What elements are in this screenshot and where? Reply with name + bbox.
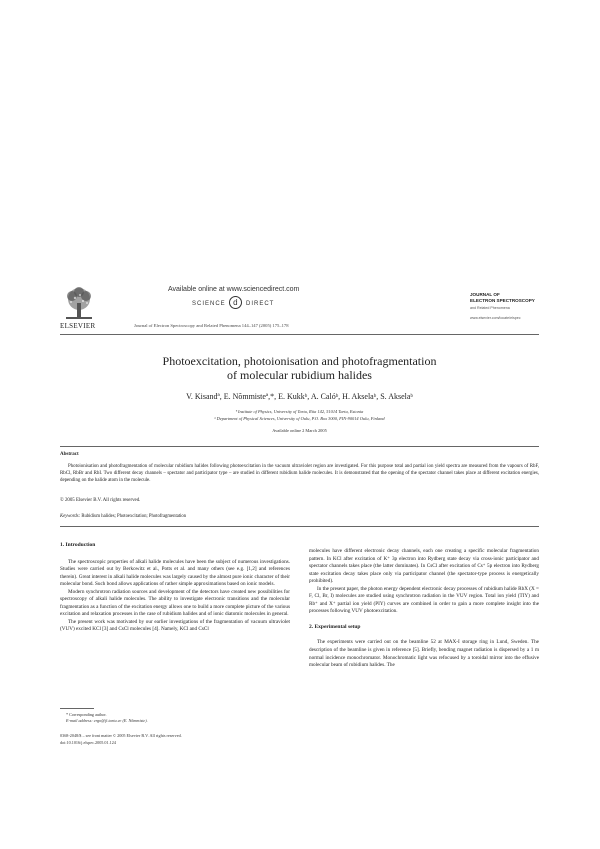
keywords-label: Keywords: [60,514,81,519]
intro-paragraph-1: The spectroscopic properties of alkali halide molecules have been the subject of numerous investigations. Studies were carried out by Berkowitz et al., Potts et al. and many others (see e.g. [1,2] and references therein). Great interest in alkali halide molecules was largely caused by the almost pure ionic character of their molecular bond. Such bond allows applications of rather simple approximations based on ionic models. [60,558,290,588]
intro-paragraph-2: Modern synchrotron radiation sources and development of the detectors have created new possibilities for spectroscopy of alkali halide molecules. The ability to investigate electronic transitions and the molecular fragmentation as a function of the excitation energy allows one to build a more complete picture of the various excitation and relaxation processes in the case of rubidium halides and of ionic diatomic molecules in general. [60,588,290,618]
keywords-text: Rubidium halides; Photoexcitation; Photofragmentation [80,514,187,519]
doi-line: doi:10.1016/j.elspec.2005.01.124 [60,740,116,745]
right-paragraph-2: In the present paper, the photon energy dependent electronic decay processes of rubidium halide RbX (X = F, Cl, Br, I) molecules are studied using synchrotron radiation in the VUV region. Total ion yield (TIY) and Rb⁺ and X⁺ partial ion yield (PIY) curves are combined in order to gain a more complete insight into the processes following VUV photoexcitation. [309,585,539,615]
journal-title-block [470,292,550,320]
abstract-top-rule [60,446,539,447]
affiliation-b: ᵇ Department of Physical Sciences, University of Oulu, P.O. Box 3000, FIN-90014 Oulu, Finland [214,416,385,421]
right-paragraph-1: molecules have different electronic decay channels, each one creating a specific molecular fragmentation pattern. In KCl after excitation of K⁺ 3p electron into Rydberg state decay via cross-ionic participator and spectator channels takes place (the latter dominates). In CsCl after excitation of Cs⁺ 5p electron into Rydberg state excitation decay takes place only via participator channel (the spectator-type process is energetically prohibited). [309,548,539,585]
journal-url: www.elsevier.com/locate/elspec [470,316,521,320]
sd-logo-left: SCIENCE [192,301,226,307]
journal-name-line1: JOURNAL OF [470,292,500,297]
title-line2: of molecular rubidium halides [227,368,372,382]
publisher-name: ELSEVIER [60,322,96,330]
corresponding-author-note: * Corresponding author. [66,712,107,717]
keywords-line [60,514,186,519]
copyright-line: © 2005 Elsevier B.V. All rights reserved. [60,498,141,503]
available-online-text: Available online at www.sciencedirect.com [168,286,300,293]
issn-line: 0368-2048/$ – see front matter © 2005 Elsevier B.V. All rights reserved. [60,733,182,738]
sciencedirect-logo [192,296,274,309]
footnote-rule [60,708,94,709]
abstract-bottom-rule [60,526,539,527]
header-rule [60,334,539,335]
elsevier-tree-logo [60,286,98,322]
right-column [309,548,539,670]
intro-paragraph-3: The present work was motivated by our earlier investigations of the fragmentation of vacuum ultraviolet (VUV) excited KCl [3] and CsCl molecules [4]. Namely, KCl and CsCl [60,618,290,633]
available-online-date: Available online 2 March 2005 [272,428,327,433]
section-heading-experimental: 2. Experimental setup [309,623,361,630]
affiliation-a: ª Institute of Physics, University of Tartu, Riia 142, 51014 Tartu, Estonia [235,409,364,414]
title-line1: Photoexcitation, photoionisation and photofragmentation [162,354,437,368]
author-list: V. Kisandª, E. Nõmmisteª,*, E. Kukkᵇ, A. Calóᵇ, H. Akselaᵇ, S. Akselaᵇ [186,392,413,401]
left-column [60,542,290,634]
sd-logo-at: d [229,296,242,309]
email-note: E-mail address: ergo@fi.tartu.ee (E. Nõmmiste). [66,718,148,723]
article-title [60,354,539,382]
experimental-paragraph-1: The experiments were carried out on the beamline 52 at MAX-I storage ring in Lund, Sweden. The description of the beamline is given in reference [5]. Briefly, bending magnet radiation is dispersed by a 1 m normal incidence monochromator. Monochromatic light was refocused by a toroidal mirror into the effusive molecular beam of rubidium halides. The [309,639,539,669]
journal-name-line2: ELECTRON SPECTROSCOPY [470,297,535,303]
section-heading-introduction: 1. Introduction [60,542,96,548]
abstract-text: Photoionisation and photofragmentation of molecular rubidium halides following photoexcitation in the vacuum ultraviolet region are investigated. For this purpose total and partial ion yield spectra are measured from the vapours of RbF, RbCl, RbBr and RbI. Two different decay channels – spectator and participator type – are studied in different rubidium halide molecules. It is demonstrated that the opening of the spectator channel takes place at different excitation energies, depending on the halide atom in the molecule. [60,464,539,483]
journal-name-line3: and Related Phenomena [470,306,510,310]
abstract-heading: Abstract [60,452,79,457]
sd-logo-right: DIRECT [246,301,275,307]
journal-citation: Journal of Electron Spectroscopy and Related Phenomena 144–147 (2005) 175–178 [134,323,289,328]
